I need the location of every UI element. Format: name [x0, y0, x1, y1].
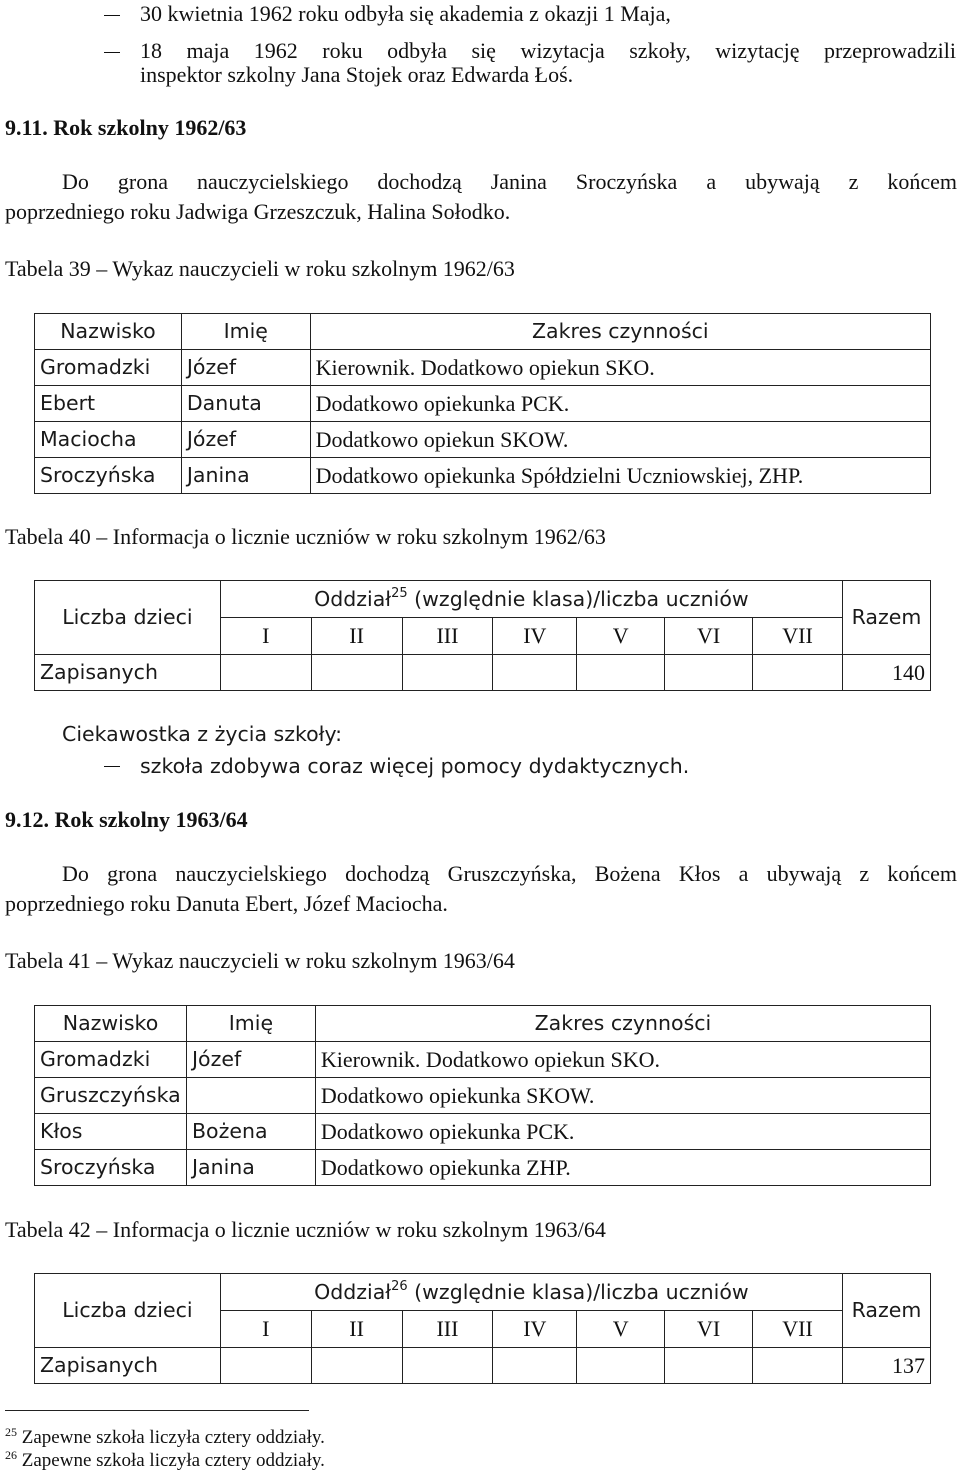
header-first-name: Imię [181, 314, 310, 350]
cell-surname: Sroczyńska [35, 1150, 187, 1186]
cell-empty [220, 1348, 311, 1384]
cell-duties: Dodatkowo opiekun SKOW. [310, 422, 930, 458]
teachers-table-1963 [34, 1005, 931, 1186]
section-heading: 9.12. Rok szkolny 1963/64 [5, 807, 248, 832]
cell-empty [311, 1348, 402, 1384]
cell-duties: Dodatkowo opiekunka PCK. [310, 386, 930, 422]
table-caption: Tabela 39 – Wykaz nauczycieli w roku szkolnym 1962/63 [5, 256, 515, 281]
paragraph-line: poprzedniego roku Danuta Ebert, Józef Maciocha. [5, 891, 448, 916]
table-row [35, 1042, 931, 1078]
section-heading: 9.11. Rok szkolny 1962/63 [5, 115, 247, 140]
cell-total: 137 [842, 1348, 930, 1384]
list-item-continuation: inspektor szkolny Jana Stojek oraz Edwarda Łoś. [140, 62, 574, 87]
cell-first-name: Janina [181, 458, 310, 494]
cell-empty [402, 1348, 493, 1384]
footnote-number: 26 [5, 1448, 17, 1462]
class-group-label-rest: (względnie klasa)/liczba uczniów [407, 586, 749, 611]
cell-duties: Kierownik. Dodatkowo opiekun SKO. [315, 1042, 930, 1078]
cell-surname: Gromadzki [35, 1042, 187, 1078]
footnote [5, 1448, 325, 1471]
teachers-table-1962 [34, 313, 931, 494]
header-class: VI [665, 618, 753, 655]
cell-surname: Gruszczyńska [35, 1078, 187, 1114]
cell-surname: Gromadzki [35, 350, 182, 386]
class-group-label: Oddział [314, 586, 392, 611]
list-item: 18 maja 1962 roku odbyła się wizytacja szkoły, wizytację przeprowadzili [140, 38, 956, 63]
header-first-name: Imię [186, 1006, 315, 1042]
cell-first-name: Danuta [181, 386, 310, 422]
table-row [35, 1114, 931, 1150]
header-duties: Zakres czynności [315, 1006, 930, 1042]
table-row [35, 1348, 931, 1384]
curiosity-label: Ciekawostka z życia szkoły: [62, 722, 343, 746]
students-table-1962 [34, 580, 931, 691]
table-row [35, 655, 931, 691]
cell-empty [577, 1348, 665, 1384]
curiosity-item: szkoła zdobywa coraz więcej pomocy dydaktycznych. [140, 754, 690, 778]
header-class: IV [493, 1311, 577, 1348]
cell-empty [665, 1348, 753, 1384]
header-class-group [220, 1274, 842, 1311]
header-class: VII [753, 618, 843, 655]
header-class: II [311, 1311, 402, 1348]
header-class: V [577, 1311, 665, 1348]
header-class: III [402, 618, 493, 655]
footnote-ref: 26 [391, 1278, 408, 1294]
table-row [35, 458, 931, 494]
cell-first-name: Janina [186, 1150, 315, 1186]
cell-surname: Maciocha [35, 422, 182, 458]
table-row [35, 422, 931, 458]
header-total: Razem [842, 581, 930, 655]
paragraph-line: poprzedniego roku Jadwiga Grzeszczuk, Halina Sołodko. [5, 199, 511, 224]
header-children-count: Liczba dzieci [35, 581, 221, 655]
footnote-text: Zapewne szkoła liczyła cztery oddziały. [21, 1450, 325, 1471]
footnote-ref: 25 [391, 585, 408, 601]
cell-duties: Dodatkowo opiekunka ZHP. [315, 1150, 930, 1186]
students-table-1963 [34, 1273, 931, 1384]
cell-empty [493, 1348, 577, 1384]
list-item: 30 kwietnia 1962 roku odbyła się akademia z okazji 1 Maja, [140, 1, 671, 26]
table-header-row [35, 314, 931, 350]
row-label: Zapisanych [35, 655, 221, 691]
cell-surname: Ebert [35, 386, 182, 422]
cell-first-name [186, 1078, 315, 1114]
cell-duties: Dodatkowo opiekunka Spółdzielni Uczniowskiej, ZHP. [310, 458, 930, 494]
table-row [35, 350, 931, 386]
table-header-row [35, 1006, 931, 1042]
paragraph-line: Do grona nauczycielskiego dochodzą Gruszczyńska, Bożena Kłos a ubywają z końcem [62, 861, 957, 886]
table-row [35, 1078, 931, 1114]
table-caption: Tabela 42 – Informacja o licznie uczniów w roku szkolnym 1963/64 [5, 1217, 606, 1242]
footnote-number: 25 [5, 1425, 17, 1439]
cell-duties: Dodatkowo opiekunka SKOW. [315, 1078, 930, 1114]
table-row [35, 1150, 931, 1186]
header-total: Razem [842, 1274, 930, 1348]
header-surname: Nazwisko [35, 314, 182, 350]
cell-total: 140 [842, 655, 930, 691]
header-surname: Nazwisko [35, 1006, 187, 1042]
cell-duties: Kierownik. Dodatkowo opiekun SKO. [310, 350, 930, 386]
list-dash [104, 766, 120, 767]
paragraph-line: Do grona nauczycielskiego dochodzą Janina Sroczyńska a ubywają z końcem [62, 169, 957, 194]
header-class: I [220, 618, 311, 655]
header-class: II [311, 618, 402, 655]
cell-first-name: Józef [181, 422, 310, 458]
footnote-text: Zapewne szkoła liczyła cztery oddziały. [21, 1427, 325, 1448]
header-class: IV [493, 618, 577, 655]
cell-empty [493, 655, 577, 691]
cell-surname: Sroczyńska [35, 458, 182, 494]
header-class: I [220, 1311, 311, 1348]
header-class: III [402, 1311, 493, 1348]
footnote-separator [5, 1410, 309, 1411]
footnote [5, 1425, 325, 1448]
cell-empty [665, 655, 753, 691]
header-class-group [220, 581, 842, 618]
cell-duties: Dodatkowo opiekunka PCK. [315, 1114, 930, 1150]
header-class: VI [665, 1311, 753, 1348]
table-row [35, 386, 931, 422]
header-duties: Zakres czynności [310, 314, 930, 350]
table-caption: Tabela 41 – Wykaz nauczycieli w roku szkolnym 1963/64 [5, 948, 515, 973]
header-class: VII [753, 1311, 843, 1348]
header-class: V [577, 618, 665, 655]
cell-first-name: Bożena [186, 1114, 315, 1150]
cell-surname: Kłos [35, 1114, 187, 1150]
list-dash [104, 52, 120, 53]
cell-empty [220, 655, 311, 691]
class-group-label-rest: (względnie klasa)/liczba uczniów [407, 1279, 749, 1304]
header-children-count: Liczba dzieci [35, 1274, 221, 1348]
cell-first-name: Józef [181, 350, 310, 386]
cell-first-name: Józef [186, 1042, 315, 1078]
row-label: Zapisanych [35, 1348, 221, 1384]
cell-empty [311, 655, 402, 691]
list-dash [104, 15, 120, 16]
table-caption: Tabela 40 – Informacja o licznie uczniów w roku szkolnym 1962/63 [5, 524, 606, 549]
class-group-label: Oddział [314, 1279, 392, 1304]
cell-empty [753, 1348, 843, 1384]
cell-empty [753, 655, 843, 691]
cell-empty [577, 655, 665, 691]
cell-empty [402, 655, 493, 691]
